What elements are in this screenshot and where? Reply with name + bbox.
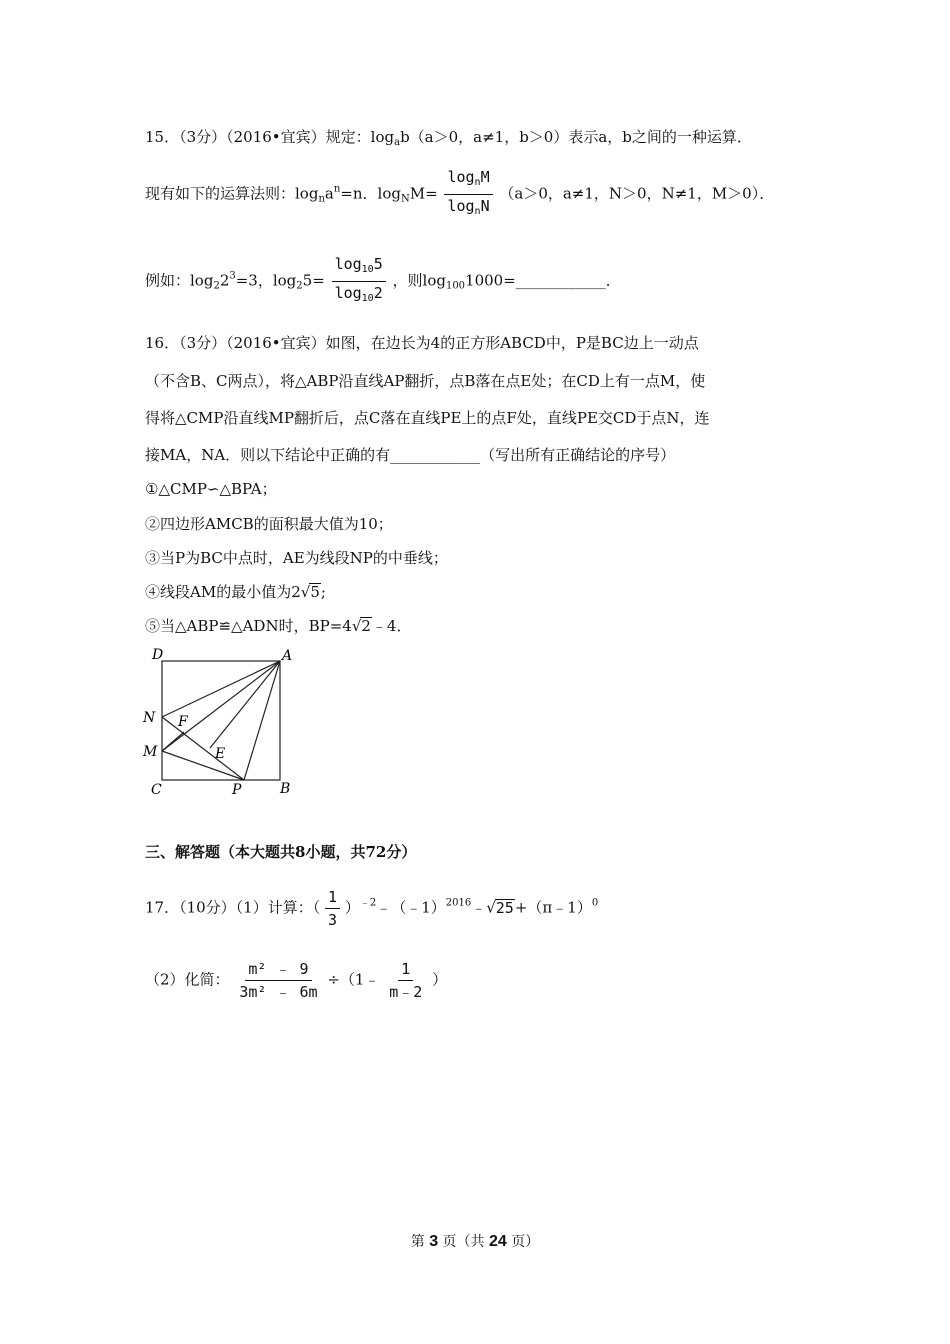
q16-line2: （不含B、C两点），将△ABP沿直线AP翻折，点B落在点E处；在CD上有一点M，使 (145, 372, 706, 390)
m-fraction: $\frac{\text{m² ﹣ 9}}{\text{3m² ﹣ 6m}}$ (239, 960, 318, 1001)
q16-conclusion-2: ②四边形AMCB的面积最大值为10； (145, 515, 393, 533)
label-N: N (143, 710, 156, 726)
log-rule-fraction: $\frac{\log_nM}{\log_nN}$ (444, 168, 492, 221)
example-fraction: $\frac{\log_{10}5}{\log_{10}2}$ (332, 255, 386, 308)
q16-line1: 16．（3分）（2016•宜宾）如图，在边长为4的正方形ABCD中，P是BC边上一动点 (145, 334, 699, 352)
q15-line2: 现有如下的运算法则：$\log_na^n=n$．$\log_NM=$ $\frac{\log_nM}{\log_nN}$ （a＞0，a≠1，N＞0，N≠1，M＞0）． (145, 168, 774, 221)
label-M: M (143, 744, 158, 760)
q16-line3: 得将△CMP沿直线MP翻折后，点C落在直线PE上的点F处，直线PE交CD于点N，连 (145, 409, 710, 427)
q15-line1: 15．（3分）（2016•宜宾）规定：$\log_ab(a>0$，a≠1，b＞0）表示a，b之间的一种运算． (145, 128, 752, 148)
label-F: F (178, 714, 188, 730)
label-D: D (152, 647, 164, 663)
label-A: A (282, 648, 293, 664)
q17-line2: （2）化简： $\frac{\text{m² ﹣ 9}}{\text{3m² ﹣ 6m}}$ ÷（1﹣ $\frac{1}{m﹣2}$ ） (145, 960, 448, 1001)
inverse-fraction: $\frac{1}{m﹣2}$ (389, 960, 423, 1001)
q17-line1: 17．（10分）（1）计算：（ $\frac{1}{3}$ ）$^{﹣2}$﹣（﹣1）$^{2016}$﹣√25+（π﹣1）$^0$ (145, 888, 599, 929)
label-P: P (232, 782, 242, 798)
q16-conclusion-3: ③当P为BC中点时，AE为线段NP的中垂线； (145, 549, 448, 567)
label-C: C (151, 782, 162, 798)
q16-conclusion-5: ⑤当△ABP≌△ADN时，BP=4√2﹣4． (145, 617, 412, 635)
q16-line4: 接MA，NA．则以下结论中正确的有____________（写出所有正确结论的序号） (145, 446, 676, 464)
q15-line3: 例如：$\log_22^3=3$，$\log_25=$ $\frac{\log_{10}5}{\log_{10}2}$ ，则$\log_{100}1000=\_\_\_\_\_\_\_\_\_\_\_\_$． (145, 255, 621, 308)
label-E: E (215, 746, 226, 762)
q16-conclusion-4: ④线段AM的最小值为2√5; (145, 583, 326, 601)
q16-conclusion-1: ①△CMP∽△BPA； (145, 480, 277, 498)
one-third-fraction: $\frac{1}{3}$ (325, 888, 340, 929)
label-B: B (280, 781, 291, 797)
page-footer: 第 3 页（共 24 页） (410, 1233, 540, 1250)
square-fold-figure (140, 644, 300, 800)
section-3-heading: 三、解答题（本大题共8小题，共72分） (145, 843, 417, 861)
